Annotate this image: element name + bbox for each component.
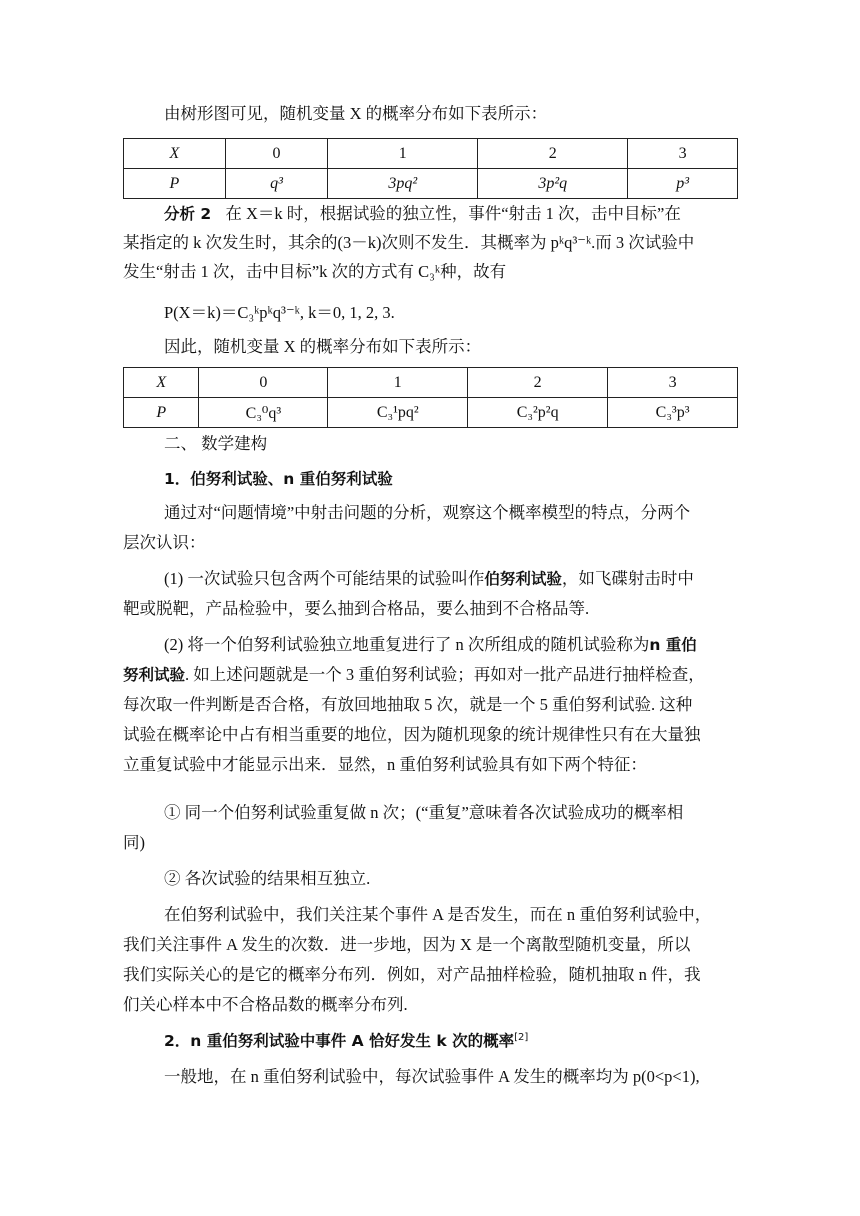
table-cell: C₃⁰q³ <box>199 398 328 428</box>
paragraph-6-line-1: 在伯努利试验中，我们关注某个事件 A 是否发生，而在 n 重伯努利试验中， <box>164 905 712 924</box>
paragraph-3-line-5: 立重复试验中才能显示出来．显然，n 重伯努利试验具有如下两个特征： <box>123 755 647 774</box>
analysis-2-line-3: 发生“射击 1 次，击中目标”k 次的方式有 C₃ᵏ种，故有 <box>123 262 507 281</box>
paragraph-2-line-2: 靶或脱靶，产品检验中，要么抽到合格品，要么抽到不合格品等. <box>123 599 590 618</box>
table-cell: 1 <box>328 368 468 398</box>
paragraph-1-line-2: 层次认识： <box>123 533 206 552</box>
analysis-2-line-2: 某指定的 k 次发生时，其余的(3－k)次则不发生．其概率为 pᵏq³⁻ᵏ.而 3 次试验中 <box>123 233 695 252</box>
table-cell: 3p²q <box>478 169 628 199</box>
section-heading: 二、 数学建构 <box>164 434 268 453</box>
paragraph-6-line-3: 我们实际关心的是它的概率分布列．例如，对产品抽样检验，随机抽取 n 件，我 <box>123 965 701 984</box>
term-bernoulli-trial: 伯努利试验 <box>484 570 562 588</box>
analysis-2-formula: P(X＝k)＝C₃ᵏpᵏq³⁻ᵏ, k＝0, 1, 2, 3. <box>164 303 395 322</box>
paragraph-3-line-1: (2) 将一个伯努利试验独立地重复进行了 n 次所组成的随机试验称为n 重伯 <box>164 635 697 654</box>
table-cell: q³ <box>225 169 328 199</box>
table-cell: 3 <box>608 368 738 398</box>
table-cell: 3 <box>628 139 738 169</box>
table-row <box>124 398 738 428</box>
term-n-bernoulli-trial: n 重伯 <box>649 636 697 654</box>
table-cell: P <box>124 398 199 428</box>
feature-1-line-1: ① 同一个伯努利试验重复做 n 次；(“重复”意味着各次试验成功的概率相 <box>164 803 684 822</box>
paragraph-2-line-1: (1) 一次试验只包含两个可能结果的试验叫作伯努利试验，如飞碟射击时中 <box>164 569 694 588</box>
paragraph-1-line-1: 通过对“问题情境”中射击问题的分析，观察这个概率模型的特点，分两个 <box>164 503 691 522</box>
table-row <box>124 169 738 199</box>
distribution-table-2 <box>123 367 738 428</box>
table-row <box>124 368 738 398</box>
analysis-2-line-1: 分析 2 在 X＝k 时，根据试验的独立性，事件“射击 1 次，击中目标”在 <box>164 204 681 223</box>
table-cell: 3pq² <box>328 169 478 199</box>
table-cell: 1 <box>328 139 478 169</box>
table-cell: X <box>124 368 199 398</box>
feature-1-line-2: 同) <box>123 833 145 852</box>
paragraph-3-line-2: 努利试验. 如上述问题就是一个 3 重伯努利试验；再如对一批产品进行抽样检查， <box>123 665 705 684</box>
table-cell: C₃³p³ <box>608 398 738 428</box>
paragraph-3-line-3: 每次取一件判断是否合格，有放回地抽取 5 次，就是一个 5 重伯努利试验. 这种 <box>123 695 693 714</box>
table-cell: 0 <box>199 368 328 398</box>
table-cell: 0 <box>225 139 328 169</box>
footnote-ref: [2] <box>514 1031 529 1043</box>
paragraph-7: 一般地，在 n 重伯努利试验中，每次试验事件 A 发生的概率均为 p(0<p<1), <box>164 1067 700 1086</box>
distribution-table-1 <box>123 138 738 199</box>
table-cell: C₃¹pq² <box>328 398 468 428</box>
feature-2: ② 各次试验的结果相互独立. <box>164 869 371 888</box>
table-cell: P <box>124 169 226 199</box>
paragraph-6-line-2: 我们关注事件 A 发生的次数．进一步地，因为 X 是一个离散型随机变量，所以 <box>123 935 691 954</box>
table-row <box>124 139 738 169</box>
table-cell: 2 <box>478 139 628 169</box>
intro-text-2: 因此，随机变量 X 的概率分布如下表所示： <box>164 337 482 356</box>
table-cell: 2 <box>468 368 608 398</box>
paragraph-3-line-4: 试验在概率论中占有相当重要的地位，因为随机现象的统计规律性只有在大量独 <box>123 725 701 744</box>
table-cell: X <box>124 139 226 169</box>
heading-2: 2．n 重伯努利试验中事件 A 恰好发生 k 次的概率[2] <box>164 1031 529 1050</box>
intro-text-1: 由树形图可见，随机变量 X 的概率分布如下表所示： <box>164 104 548 123</box>
heading-1: 1．伯努利试验、n 重伯努利试验 <box>164 470 393 488</box>
table-cell: C₃²p²q <box>468 398 608 428</box>
table-cell: p³ <box>628 169 738 199</box>
paragraph-6-line-4: 们关心样本中不合格品数的概率分布列. <box>123 995 408 1014</box>
